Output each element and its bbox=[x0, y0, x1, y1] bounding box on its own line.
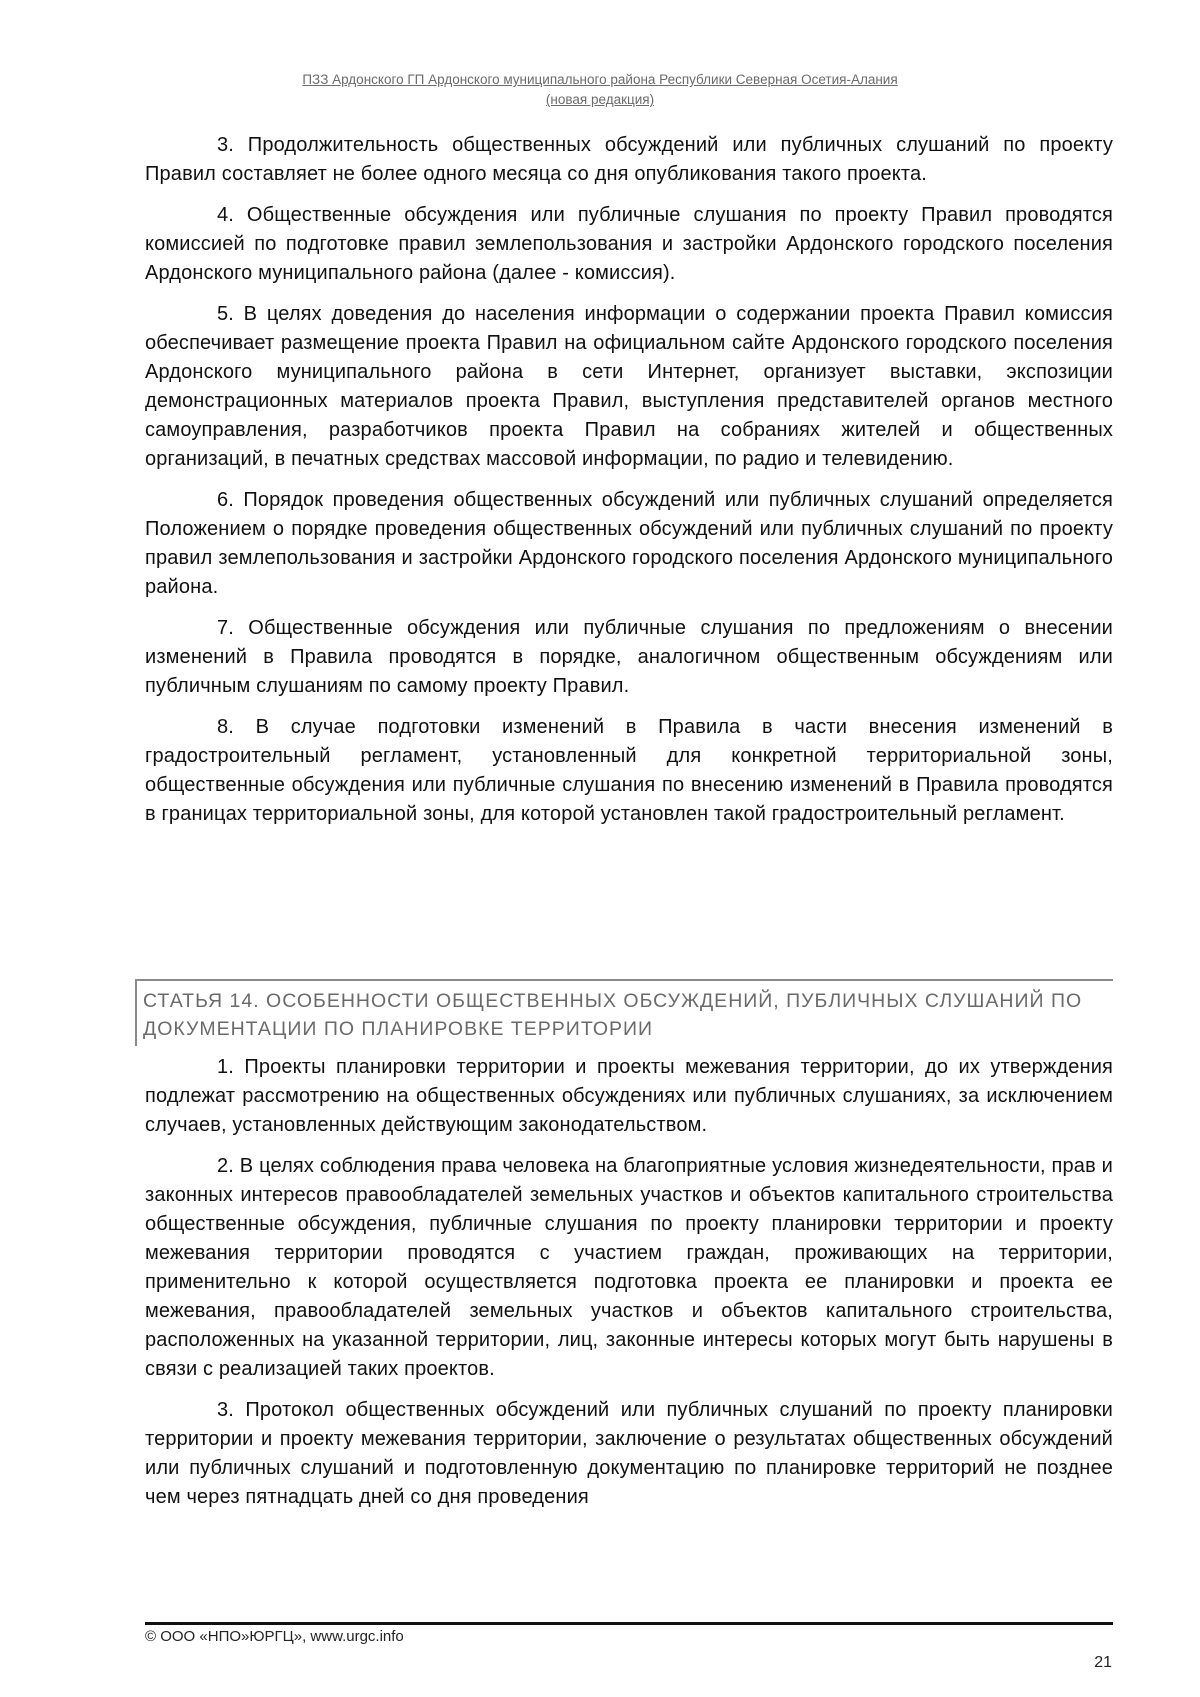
section-heading: СТАТЬЯ 14. ОСОБЕННОСТИ ОБЩЕСТВЕННЫХ ОБСУЖДЕНИЙ, ПУБЛИЧНЫХ СЛУШАНИЙ ПО ДОКУМЕНТАЦИИ ПО ПЛАНИРОВКЕ ТЕРРИТОРИИ bbox=[135, 979, 1113, 1046]
document-body bbox=[145, 131, 1113, 841]
paragraph-7: 7. Общественные обсуждения или публичные слушания по предложениям о внесении изменений в Правила проводятся в порядке, аналогичном общественным обсуждениям или публичным слушаниям по самому проекту Правил. bbox=[145, 617, 1113, 697]
section-body bbox=[145, 1053, 1113, 1524]
section-paragraph-2: 2. В целях соблюдения права человека на благоприятные условия жизнедеятельности, прав и законных интересов правообладателей земельных участков и объектов капитального строительства общественные обсуждения, публичные слушания по проекту планировки территории и проекту межевания территории проводятся с участием граждан, проживающих на территории, применительно к которой осуществляется подготовка проекта ее планировки и проекта ее межевания, правообладателей земельных участков и объектов капитального строительства, расположенных на указанной территории, лиц, законные интересы которых могут быть нарушены в связи с реализацией таких проектов. bbox=[145, 1155, 1113, 1380]
paragraph-5: 5. В целях доведения до населения информации о содержании проекта Правил комиссия обеспечивает размещение проекта Правил на официальном сайте Ардонского городского поселения Ардонского муниципального района в сети Интернет, организует выставки, экспозиции демонстрационных материалов проекта Правил, выступления представителей органов местного самоуправления, разработчиков проекта Правил на собраниях жителей и общественных организаций, в печатных средствах массовой информации, по радио и телевидению. bbox=[145, 303, 1113, 470]
paragraph-8: 8. В случае подготовки изменений в Правила в части внесения изменений в градостроительный регламент, установленный для конкретной территориальной зоны, общественные обсуждения или публичные слушания по внесению изменений в Правила проводятся в границах территориальной зоны, для которой установлен такой градостроительный регламент. bbox=[145, 716, 1113, 825]
section-paragraph-3: 3. Протокол общественных обсуждений или публичных слушаний по проекту планировки территории и проекту межевания территории, заключение о результатах общественных обсуждений или публичных слушаний и подготовленную документацию по планировке территорий не позднее чем через пятнадцать дней со дня проведения bbox=[145, 1399, 1113, 1508]
paragraph-4: 4. Общественные обсуждения или публичные слушания по проекту Правил проводятся комиссией по подготовке правил землепользования и застройки Ардонского городского поселения Ардонского муниципального района (далее - комиссия). bbox=[145, 204, 1113, 284]
header-title: ПЗЗ Ардонского ГП Ардонского муниципального района Республики Северная Осетия-Алания bbox=[302, 72, 898, 87]
running-header bbox=[0, 70, 1200, 110]
header-subtitle: (новая редакция) bbox=[545, 92, 655, 107]
paragraph-6: 6. Порядок проведения общественных обсуждений или публичных слушаний определяется Положением о порядке проведения общественных обсуждений или публичных слушаний по проекту правил землепользования и застройки Ардонского городского поселения Ардонского муниципального района. bbox=[145, 489, 1113, 598]
paragraph-3: 3. Продолжительность общественных обсуждений или публичных слушаний по проекту Правил составляет не более одного месяца со дня опубликования такого проекта. bbox=[145, 134, 1113, 185]
footer-copyright: © ООО «НПО»ЮРГЦ», www.urgc.info bbox=[145, 1628, 404, 1645]
section-paragraph-1: 1. Проекты планировки территории и проекты межевания территории, до их утверждения подлежат рассмотрению на общественных обсуждениях или публичных слушаниях, за исключением случаев, установленных действующим законодательством. bbox=[145, 1056, 1113, 1136]
footer-divider bbox=[145, 1622, 1113, 1625]
page-number: 21 bbox=[1094, 1654, 1112, 1671]
